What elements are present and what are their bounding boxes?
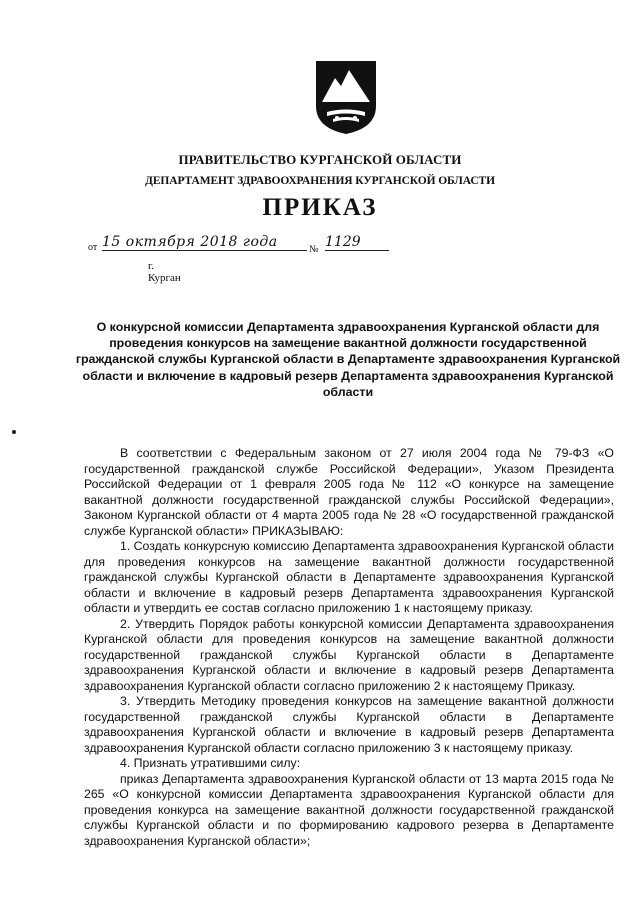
order-title: О конкурсной комиссии Департамента здравоохранения Курганской области для проведения конкурсов на замещение вакантной должности государственной гражданской службы Курганской области в Департаменте здравоохранения Курганской области и включение в кадровый резерв Департамента здравоохранения Курганской области <box>75 320 621 399</box>
order-dateline <box>88 234 361 284</box>
clause-4-paragraph: 4. Признать утратившими силу: <box>120 756 301 770</box>
clause-3-paragraph: 3. Утвердить Методику проведения конкурсов на замещение вакантной должности государственной гражданской службы Курганской области в Департаменте здравоохранения Курганской области и включение в кадровый резерв Департамента здравоохранения Курганской области согласно приложению 3 к настоящему приказу. <box>84 694 614 755</box>
department-heading: ДЕПАРТАМЕНТ ЗДРАВООХРАНЕНИЯ КУРГАНСКОЙ ОБЛАСТИ <box>145 175 495 187</box>
city-label: г. Курган <box>148 260 181 284</box>
order-body <box>84 446 614 849</box>
preamble-paragraph: В соответствии с Федеральным законом от 27 июля 2004 года № 79-ФЗ «О государственной гражданской службе Российской Федерации», Указом Президента Российской Федерации от 1 февраля 2005 года № 112 «О конкурсе на замещение вакантной должности государственной гражданской службы Российской Федерации», Законом Курганской области от 4 марта 2005 года № 28 «О государственной гражданской службе Курганской области» ПРИКАЗЫВАЮ: <box>84 446 614 538</box>
document-type-heading: ПРИКАЗ <box>262 194 378 221</box>
number-prefix: № <box>309 244 319 255</box>
handwritten-date: 15 октября 2018 года <box>102 234 307 251</box>
margin-mark <box>12 430 16 434</box>
handwritten-number: 1129 <box>325 234 389 251</box>
date-prefix: от <box>88 242 98 253</box>
clause-1-paragraph: 1. Создать конкурсную комиссию Департамента здравоохранения Курганской области для проведения конкурсов на замещение вакантной должности государственной гражданской службы Курганской области в Департаменте здравоохранения Курганской области и включение в кадровый резерв Департамента здравоохранения Курганской области и утвердить ее состав согласно приложению 1 к настоящему приказу. <box>84 539 614 615</box>
coat-of-arms-icon <box>313 58 379 136</box>
clause-2-paragraph: 2. Утвердить Порядок работы конкурсной комиссии Департамента здравоохранения Курганской области для проведения конкурсов на замещение вакантной должности государственной гражданской службы Курганской области в Департаменте здравоохранения Курганской области и включение в кадровый резерв Департамента здравоохранения Курганской области согласно приложению 2 к настоящему Приказу. <box>84 616 614 693</box>
government-heading: ПРАВИТЕЛЬСТВО КУРГАНСКОЙ ОБЛАСТИ <box>178 152 462 167</box>
repealed-order-paragraph: приказ Департамента здравоохранения Курганской области от 13 марта 2015 года № 265 «О конкурсной комиссии Департамента здравоохранения Курганской области для проведения конкурса на замещение вакантной должности государственной гражданской службы Курганской области и по формированию кадрового резерва в Департаменте здравоохранения Курганской области»; <box>84 771 614 848</box>
